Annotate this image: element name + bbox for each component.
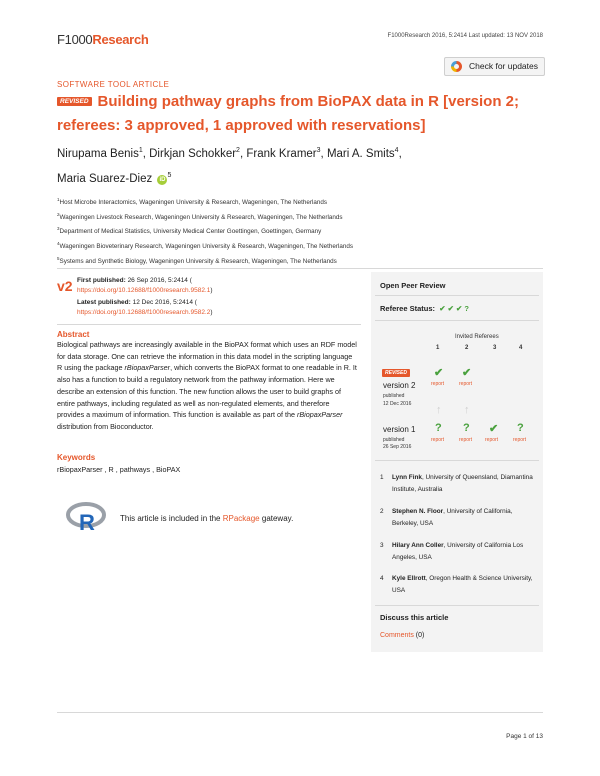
affiliation: $^4$Wageningen Bioveterinary Research, Wageningen University & Research, Wageningen, The Netherlands bbox=[57, 241, 354, 251]
invited-referees-label: Invited Referees bbox=[455, 334, 499, 340]
divider bbox=[375, 320, 539, 321]
article-meta: F1000Research 2016, 5:2414 Last updated: 13 NOV 2018 bbox=[387, 33, 543, 39]
check-updates-button[interactable]: Check for updates bbox=[444, 57, 545, 76]
referee-col: 3 bbox=[493, 345, 497, 351]
page-number: Page 1 of 13 bbox=[506, 733, 543, 740]
author-list: Nirupama Benis$^1$, Dirkjan Schokker$^2$, Frank Kramer$^3$, Mari A. Smits$^4$, Maria Suarez-Diez $iD^5$ bbox=[57, 147, 402, 185]
reservations-icon: ? bbox=[517, 422, 524, 434]
footer-divider bbox=[57, 712, 543, 713]
rpackage-gateway-link[interactable]: RPackage bbox=[222, 514, 260, 523]
reviewer-item: 3 Hilary Ann Coller, University of California Los Angeles, USA bbox=[380, 542, 524, 561]
divider bbox=[57, 324, 361, 325]
keywords-text: rBiopaxParser , R , pathways , BioPAX bbox=[57, 465, 181, 474]
reservations-icon: ? bbox=[435, 422, 442, 434]
report-link[interactable]: report bbox=[459, 437, 473, 443]
report-link[interactable]: report bbox=[431, 381, 445, 387]
revised-badge: REVISED bbox=[57, 97, 92, 106]
author[interactable]: Nirupama Benis$^1$ bbox=[57, 147, 143, 160]
reviewer-item: 4 Kyle Ellrott, Oregon Health & Science University, USA bbox=[380, 575, 533, 594]
orcid-icon[interactable]: iD bbox=[159, 176, 166, 183]
affiliation: $^2$Wageningen Livestock Research, Wageningen University & Research, Wageningen, The Netherlands bbox=[57, 211, 343, 221]
arrow-up-icon: ↑ bbox=[464, 404, 470, 416]
author[interactable]: Frank Kramer$^3$ bbox=[246, 147, 321, 160]
referee-col: 4 bbox=[519, 345, 523, 351]
abstract-text: Biological pathways are increasingly available in the BioPAX format which uses an RDF model for data storage. One can retrieve the information in this data model in the scripting language R using the package rBiopaxParser, which converts the BioPAX format to one readable in R. It also has a function to build a regulatory network from the pathway information. Here we describe an extension of this function. The new function allows the user to build graphs of entire pathways, including regulated as well as non-regulated elements, and therefore provides a maximum of information. This function is available as part of the rBiopaxParser distribution from Bioconductor. bbox=[57, 340, 357, 431]
reviewer-name[interactable]: Stephen N. Floor bbox=[392, 508, 444, 515]
reservations-icon: ? bbox=[464, 304, 469, 313]
report-link[interactable]: report bbox=[459, 381, 473, 387]
comments-link[interactable]: Comments bbox=[380, 632, 414, 639]
author[interactable]: Maria Suarez-Diez $iD^5$ bbox=[57, 171, 172, 185]
arrow-up-icon: ↑ bbox=[436, 404, 442, 416]
affiliations bbox=[57, 194, 353, 267]
reservations-icon: ? bbox=[463, 422, 470, 434]
r-logo-icon bbox=[66, 502, 106, 532]
discuss-heading: Discuss this article bbox=[380, 613, 449, 622]
referee-col: 1 bbox=[436, 345, 440, 351]
approved-icon: ✔ bbox=[447, 304, 454, 313]
report-link[interactable]: report bbox=[513, 437, 527, 443]
reviewer-name[interactable]: Hilary Ann Coller bbox=[392, 542, 444, 549]
first-published: First published: 26 Sep 2016, 5:2414 ( https://doi.org/10.12688/f1000research.9582.1) bbox=[77, 277, 213, 294]
version-1-label[interactable]: version 1 bbox=[383, 425, 416, 434]
approved-icon: ✔ bbox=[489, 423, 499, 435]
divider bbox=[375, 605, 539, 606]
reviewer-item: 1 Lynn Fink, University of Queensland, Diamantina Institute, Australia bbox=[380, 474, 533, 493]
first-doi-link[interactable]: https://doi.org/10.12688/f1000research.9582.1 bbox=[77, 287, 211, 294]
version-label: v2 bbox=[57, 278, 73, 294]
version-2-label[interactable]: version 2 bbox=[383, 381, 416, 390]
divider bbox=[375, 295, 539, 296]
peer-review-title: Open Peer Review bbox=[380, 281, 446, 290]
report-link[interactable]: report bbox=[431, 437, 445, 443]
keywords-heading: Keywords bbox=[57, 453, 96, 462]
reviewer-item: 2 Stephen N. Floor, University of California, Berkeley, USA bbox=[380, 508, 513, 527]
latest-published: Latest published: 12 Dec 2016, 5:2414 ( https://doi.org/10.12688/f1000research.9582.2) bbox=[77, 299, 213, 316]
reviewer-name[interactable]: Kyle Ellrott bbox=[392, 575, 426, 582]
affiliation: $^3$Department of Medical Statistics, University Medical Center Goettingen, Goettingen, Germany bbox=[57, 226, 322, 236]
article-title: $^{REVISED}$ Building pathway graphs from BioPAX data in R [version 2; referees: 3 approved, 1 approved with reservations] bbox=[57, 93, 519, 134]
affiliation: $^1$Host Microbe Interactomics, Wageningen University & Research, Wageningen, The Netherlands bbox=[57, 197, 328, 207]
journal-logo: F1000Research bbox=[57, 32, 149, 47]
referee-status: Referee Status: ✔ ✔ ✔ ? bbox=[380, 304, 469, 313]
approved-icon: ✔ bbox=[439, 304, 446, 313]
referee-col: 2 bbox=[465, 345, 469, 351]
abstract-heading: Abstract bbox=[57, 330, 90, 339]
svg-text:R: R bbox=[79, 510, 95, 532]
crossmark-icon bbox=[451, 61, 462, 72]
author[interactable]: Mari A. Smits$^4$ bbox=[326, 147, 399, 160]
approved-icon: ✔ bbox=[455, 304, 463, 313]
approved-icon: ✔ bbox=[434, 367, 444, 379]
author[interactable]: Dirkjan Schokker$^2$ bbox=[149, 147, 240, 160]
affiliation: $^5$Systems and Synthetic Biology, Wageningen University & Research, Wageningen, The Netherlands bbox=[57, 255, 337, 265]
approved-icon: ✔ bbox=[462, 367, 472, 379]
comments-line: Comments (0) bbox=[380, 632, 425, 639]
divider bbox=[57, 268, 543, 269]
revised-badge: REVISED bbox=[382, 369, 410, 377]
divider bbox=[375, 460, 539, 461]
article-type: SOFTWARE TOOL ARTICLE bbox=[57, 80, 170, 89]
gateway-note: This article is included in the RPackage gateway. bbox=[120, 514, 294, 523]
report-link[interactable]: report bbox=[485, 437, 499, 443]
reviewer-name[interactable]: Lynn Fink bbox=[392, 474, 422, 481]
latest-doi-link[interactable]: https://doi.org/10.12688/f1000research.9582.2 bbox=[77, 309, 211, 316]
